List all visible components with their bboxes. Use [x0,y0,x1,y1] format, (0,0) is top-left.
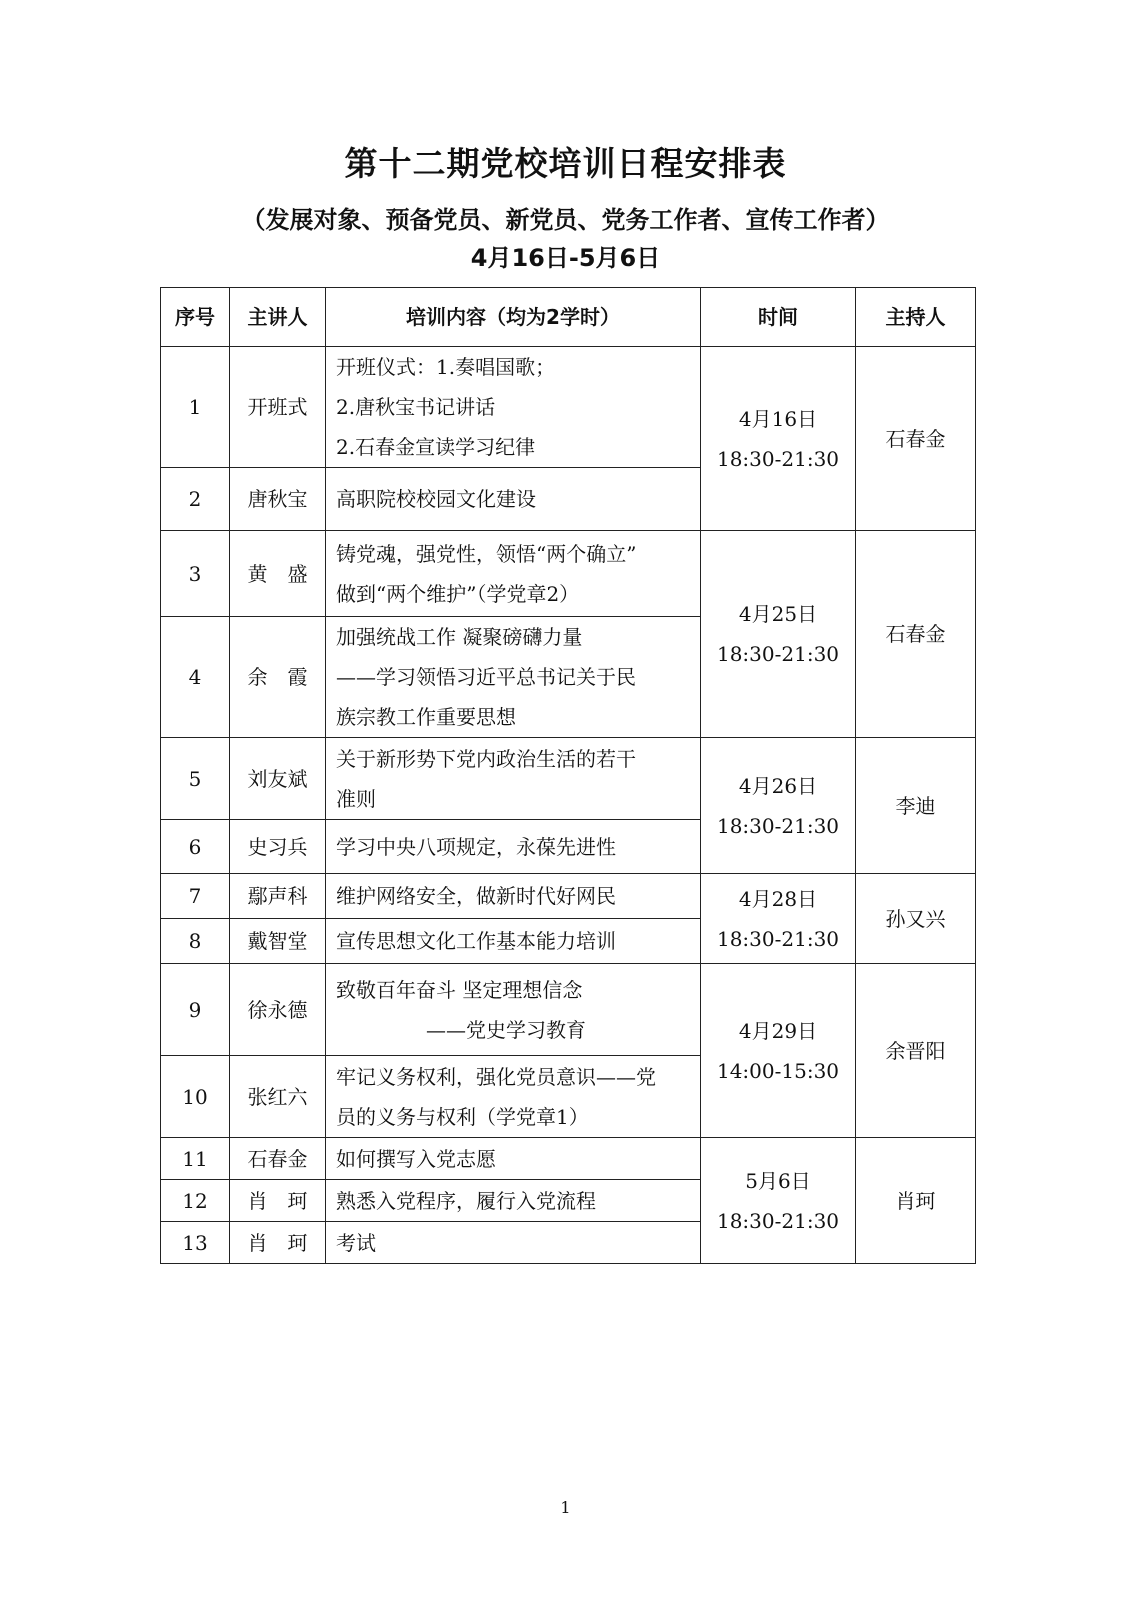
table-header-row [161,288,976,347]
content-line: ——学习领悟习近平总书记关于民 [336,665,636,689]
session-host: 李迪 [856,738,976,874]
content-line: 高职院校校园文化建设 [336,487,536,511]
row-num: 7 [161,874,230,919]
session-host: 石春金 [856,531,976,738]
session-host: 肖珂 [856,1138,976,1264]
header-time: 时间 [701,288,856,347]
content-line: 2.石春金宣读学习纪律 [336,435,536,459]
document-subtitle: （发展对象、预备党员、新党员、党务工作者、宣传工作者） [241,206,890,234]
row-num: 3 [161,531,230,617]
content-line: 关于新形势下党内政治生活的若干 [336,746,636,771]
session-host: 石春金 [856,347,976,531]
session-time [701,874,856,964]
row-content [326,468,701,531]
row-speaker: 余 霞 [230,617,326,738]
content-line: 2.唐秋宝书记讲话 [336,395,496,419]
row-speaker: 徐永德 [230,964,326,1056]
session-date: 5月6日 [745,1168,811,1193]
row-num: 10 [161,1056,230,1138]
session-date: 4月25日 [738,602,818,626]
row-num: 6 [161,820,230,874]
content-line: 族宗教工作重要思想 [336,705,516,729]
session-time [701,347,856,531]
session-date: 4月28日 [738,886,818,911]
row-speaker: 肖 珂 [230,1180,326,1222]
session-hours: 18:30-21:30 [716,813,840,838]
session-hours: 18:30-21:30 [716,1208,840,1233]
content-line: 铸党魂，强党性，领悟“两个确立” [336,541,637,566]
content-line: 员的义务与权利（学党章1） [336,1104,589,1129]
table-row [161,531,976,617]
session-host: 孙又兴 [856,874,976,964]
content-line: 熟悉入党程序，履行入党流程 [336,1188,596,1213]
row-speaker: 黄 盛 [230,531,326,617]
table-row [161,347,976,468]
header-speaker: 主讲人 [230,288,326,347]
content-line: 维护网络安全，做新时代好网民 [336,884,616,908]
row-speaker: 刘友斌 [230,738,326,820]
row-content [326,531,701,617]
table-row [161,874,976,919]
header-content: 培训内容（均为2学时） [326,288,701,347]
page-number: 1 [560,1498,571,1517]
content-line: 如何撰写入党志愿 [336,1146,496,1171]
row-content [326,1056,701,1138]
session-date: 4月26日 [738,773,818,798]
header-num: 序号 [161,288,230,347]
content-line: 准则 [336,786,376,811]
row-num: 1 [161,347,230,468]
row-speaker: 史习兵 [230,820,326,874]
session-time [701,531,856,738]
session-time [701,964,856,1138]
row-content [326,1222,701,1264]
session-hours: 18:30-21:30 [716,926,840,951]
schedule-table [160,287,976,1264]
content-line: 宣传思想文化工作基本能力培训 [336,929,616,953]
row-speaker: 石春金 [230,1138,326,1180]
row-num: 5 [161,738,230,820]
row-content [326,919,701,964]
row-speaker: 肖 珂 [230,1222,326,1264]
content-line: 加强统战工作 凝聚磅礴力量 [336,625,583,649]
row-content [326,1138,701,1180]
row-num: 8 [161,919,230,964]
row-content [326,347,701,468]
table-row [161,738,976,820]
session-hours: 14:00-15:30 [716,1058,840,1083]
session-hours: 18:30-21:30 [716,446,840,471]
session-hours: 18:30-21:30 [716,642,840,666]
table-row [161,964,976,1056]
header-host: 主持人 [856,288,976,347]
row-speaker: 唐秋宝 [230,468,326,531]
session-date: 4月29日 [738,1018,818,1043]
date-range: 4月16日-5月6日 [470,244,661,272]
row-speaker: 鄢声科 [230,874,326,919]
content-line: 考试 [336,1230,376,1255]
session-host: 余晋阳 [856,964,976,1138]
content-line: 致敬百年奋斗 坚定理想信念 [336,977,583,1002]
document-title: 第十二期党校培训日程安排表 [344,144,787,183]
row-content [326,874,701,919]
row-num: 11 [161,1138,230,1180]
content-line: 学习中央八项规定，永葆先进性 [336,834,616,859]
row-num: 13 [161,1222,230,1264]
content-line: ——党史学习教育 [426,1017,586,1042]
row-speaker: 开班式 [230,347,326,468]
content-line: 做到“两个维护”（学党章2） [336,581,580,606]
content-line: 开班仪式：1.奏唱国歌； [336,355,556,379]
session-time [701,738,856,874]
content-line: 牢记义务权利，强化党员意识——党 [336,1064,656,1089]
row-num: 12 [161,1180,230,1222]
row-content [326,1180,701,1222]
session-time [701,1138,856,1264]
row-content [326,738,701,820]
row-content [326,964,701,1056]
row-num: 9 [161,964,230,1056]
row-num: 4 [161,617,230,738]
table-row [161,1138,976,1180]
row-speaker: 戴智堂 [230,919,326,964]
row-content [326,617,701,738]
row-num: 2 [161,468,230,531]
row-speaker: 张红六 [230,1056,326,1138]
row-content [326,820,701,874]
session-date: 4月16日 [738,406,818,431]
